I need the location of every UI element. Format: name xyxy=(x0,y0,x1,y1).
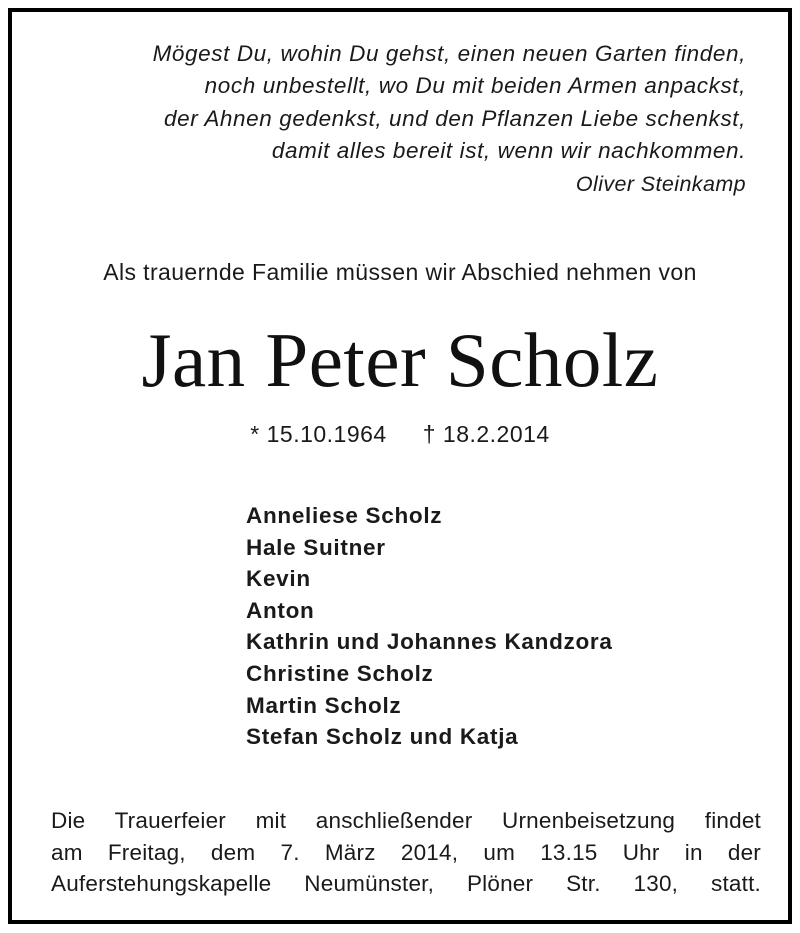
service-line: Auferstehungskapelle Neumünster, Plöner Str. 130, statt. xyxy=(51,871,761,896)
mourner-name: Kevin xyxy=(246,566,311,592)
service-line: Die Trauerfeier mit anschließender Urnenbeisetzung findet xyxy=(51,808,761,833)
poem-line: der Ahnen gedenkst, und den Pflanzen Liebe schenkst, xyxy=(163,105,746,131)
deceased-name: Jan Peter Scholz xyxy=(141,317,659,403)
death-date: † 18.2.2014 xyxy=(422,421,550,447)
poem-line: noch unbestellt, wo Du mit beiden Armen anpackst, xyxy=(204,73,746,99)
poem-line: Mögest Du, wohin Du gehst, einen neuen Garten finden, xyxy=(152,41,746,66)
mourner-name: Christine Scholz xyxy=(246,660,434,686)
service-announcement xyxy=(51,805,761,900)
mourner-name: Stefan Scholz und Katja xyxy=(246,724,519,750)
intro-text: Als trauernde Familie müssen wir Abschied nehmen von xyxy=(103,259,697,285)
birth-date: * 15.10.1964 xyxy=(250,421,387,447)
mourner-name: Martin Scholz xyxy=(246,692,402,718)
mourners-list xyxy=(246,500,613,753)
mourner-name: Hale Suitner xyxy=(246,534,386,560)
obituary-frame xyxy=(8,8,792,924)
poem xyxy=(153,38,746,200)
life-dates xyxy=(12,421,788,448)
poem-line: damit alles bereit ist, wenn wir nachkommen. xyxy=(271,138,746,164)
mourner-name: Anton xyxy=(246,597,315,623)
mourner-name: Anneliese Scholz xyxy=(246,503,443,528)
service-line: am Freitag, dem 7. März 2014, um 13.15 Uhr in der xyxy=(51,839,761,865)
poem-author: Oliver Steinkamp xyxy=(575,171,746,196)
mourner-name: Kathrin und Johannes Kandzora xyxy=(246,629,613,655)
